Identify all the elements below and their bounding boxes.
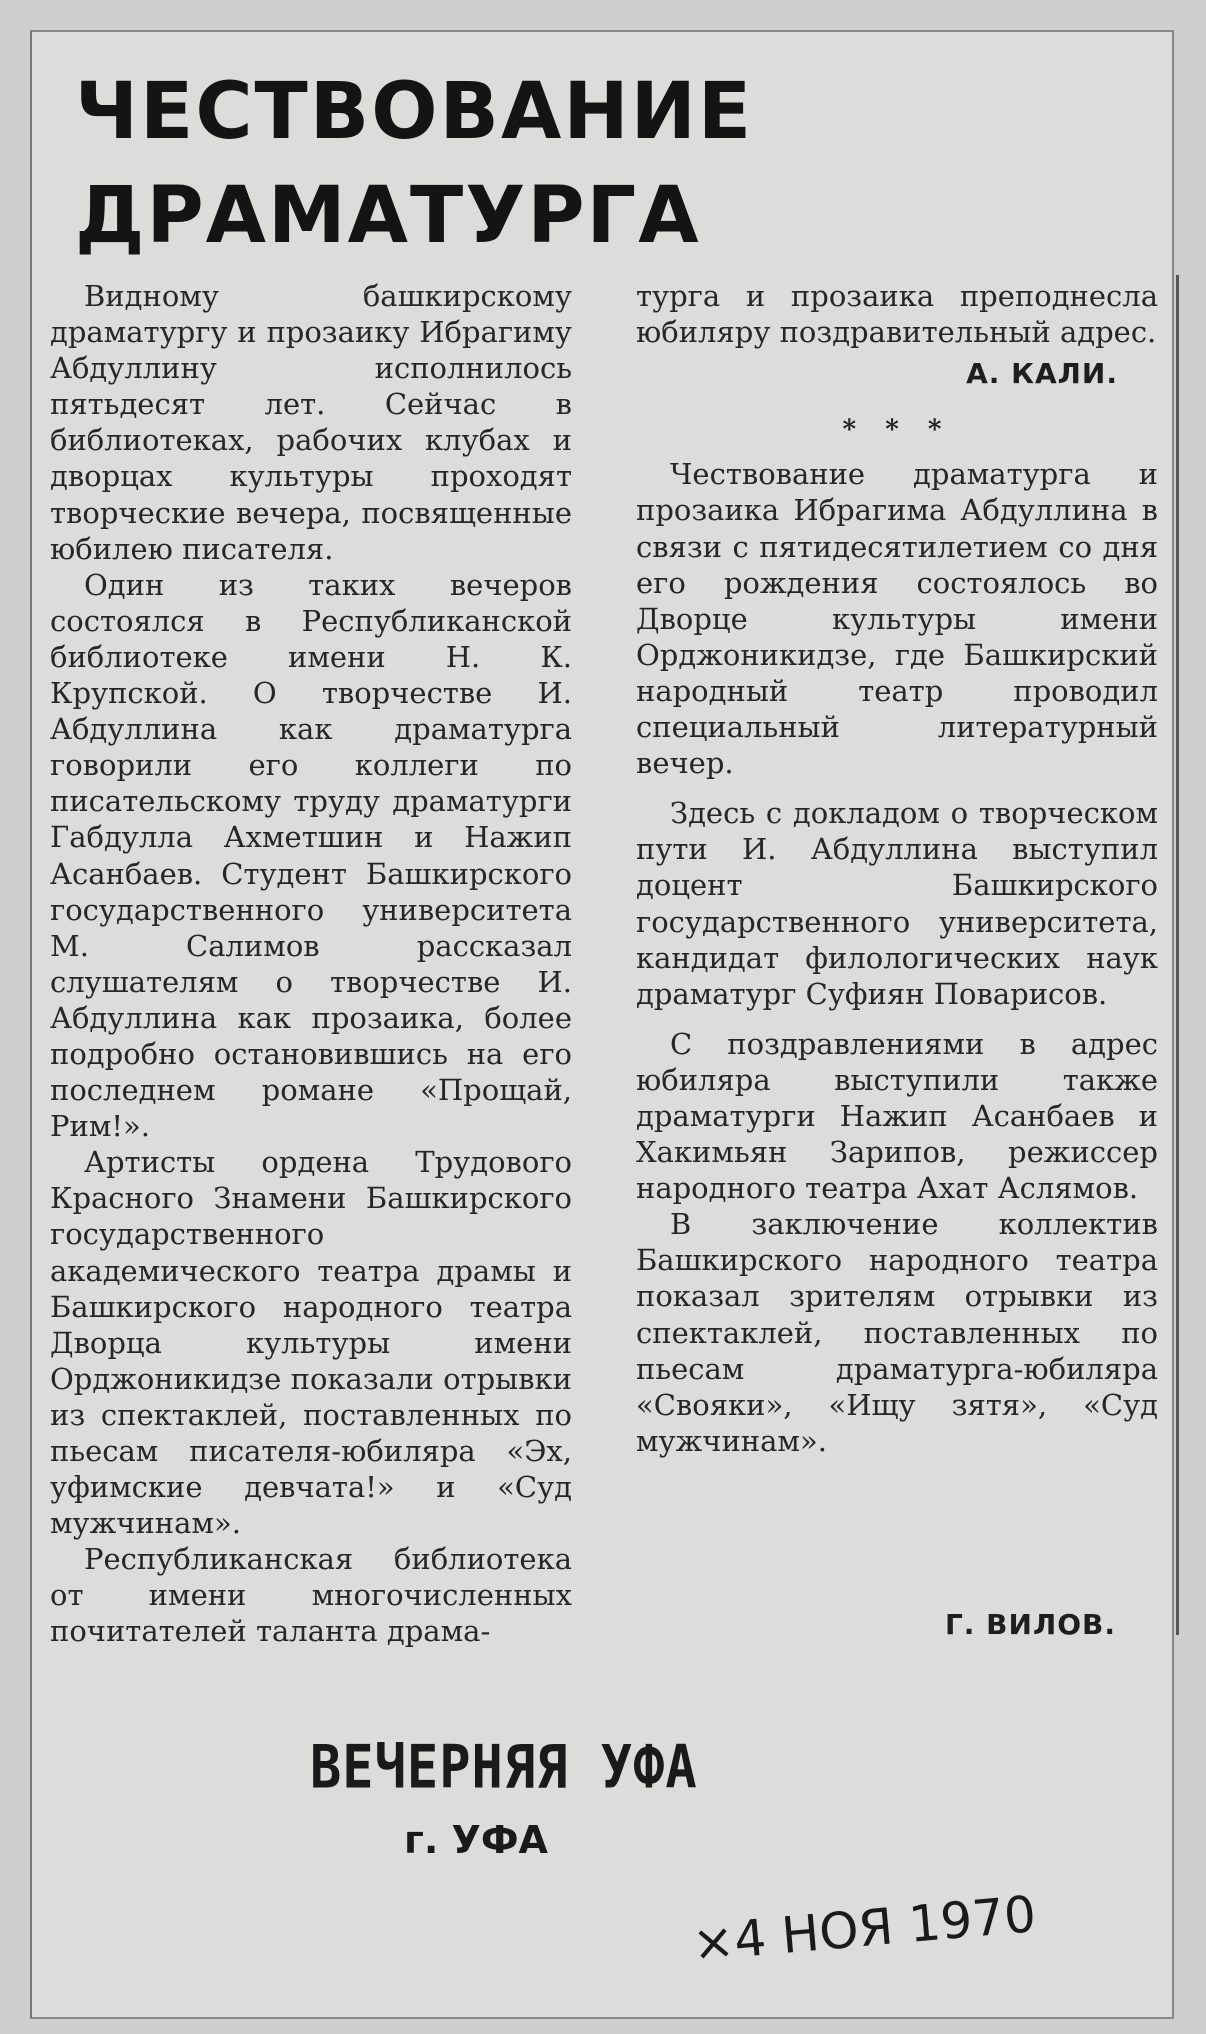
paragraph: Один из таких вечеров состоялся в Республиканской библиотеке имени Н. К. Крупской. О творчестве И. Абдуллина как драматурга говорили его коллеги по писательскому труду драматурги Габдулла Ахметшин и Нажип Асанбаев. Студент Башкирского государственного университета М. Салимов рассказал слушателям о творчестве И. Абдуллина как прозаика, более подробно остановившись на его последнем романе «Прощай, Рим!».	[50, 567, 572, 1144]
handwritten-date: ×4 НОЯ 1970	[690, 1884, 1039, 1973]
author-signature: Г. ВИЛОВ.	[944, 1608, 1116, 1641]
paragraph-continued: турга и прозаика преподнесла юбиляру поздравительный адрес.	[636, 279, 1158, 350]
paragraph: Здесь с докладом о творческом пути И. Абдуллина выступил доцент Башкирского государственного университета, кандидат филологических наук драматург Суфиян Поварисов.	[636, 796, 1158, 1011]
paragraph: В заключение коллектив Башкирского народного театра показал зрителям отрывки из спектаклей, поставленных по пьесам драматурга-юбиляра «Свояки», «Ищу зятя», «Суд мужчинам».	[636, 1207, 1158, 1458]
paragraph: Артисты ордена Трудового Красного Знамени Башкирского государственного академического театра драмы и Башкирского народного театра Дворца культуры имени Орджоникидзе показали отрывки из спектаклей, поставленных по пьесам писателя-юбиляра «Эх, уфимские девчата!» и «Суд мужчинам».	[50, 1145, 572, 1541]
paragraph: Видному башкирскому драматургу и прозаику Ибрагиму Абдуллину исполнилось пятьдесят лет. Сейчас в библиотеках, рабочих клубах и дворцах культуры проходят творческие вечера, посвященные юбилею писателя.	[50, 279, 572, 566]
paragraph: Чествование драматурга и прозаика Ибрагима Абдуллина в связи с пятидесятилетием со дня его рождения состоялось во Дворце культуры имени Орджоникидзе, где Башкирский народный театр проводил специальный литературный вечер.	[636, 457, 1158, 781]
newspaper-stamp: ВЕЧЕРНЯЯ УФА	[310, 1733, 698, 1803]
left-column	[50, 278, 572, 1650]
article-headline: ЧЕСТВОВАНИЕ ДРАМАТУРГА	[75, 67, 754, 261]
paragraph: С поздравлениями в адрес юбиляра выступили также драматурги Нажип Асанбаев и Хакимьян Зарипов, режиссер народного театра Ахат Аслямов.	[636, 1026, 1158, 1206]
paragraph: Республиканская библиотека от имени многочисленных почитателей таланта драма-	[50, 1542, 572, 1649]
right-column	[636, 278, 1158, 1459]
author-signature: А. КАЛИ.	[966, 357, 1118, 391]
stamp-city: г. УФА	[404, 1818, 548, 1862]
section-separator: * * *	[842, 415, 952, 446]
column-rule	[1176, 275, 1179, 1635]
